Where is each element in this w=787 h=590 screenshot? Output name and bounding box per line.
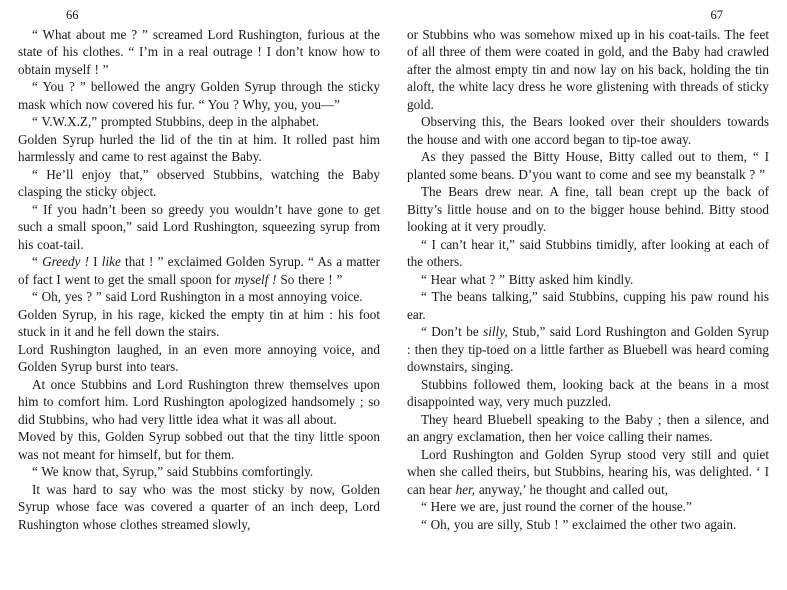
paragraph: “ Greedy ! I like that ! ” exclaimed Golden Syrup. “ As a matter of fact I went to get the small spoon for myself ! So there ! ” bbox=[18, 254, 380, 287]
paragraph: “ Oh, yes ? ” said Lord Rushington in a most annoying voice. bbox=[32, 289, 363, 305]
paragraph: The Bears drew near. A fine, tall bean crept up the back of Bitty’s little house and on to the bigger house behind. Bitty stood looking at it very proudly. bbox=[407, 184, 769, 235]
paragraph: “ You ? ” bellowed the angry Golden Syrup through the sticky mask which now covered his fur. “ You ? Why, you, you—” bbox=[18, 79, 380, 112]
paragraph: “ He’ll enjoy that,” observed Stubbins, watching the Baby clasping the sticky object. bbox=[18, 166, 380, 200]
paragraph: “ Hear what ? ” Bitty asked him kindly. bbox=[421, 271, 634, 287]
paragraph: “ Don’t be silly, Stub,” said Lord Rushington and Golden Syrup : then they tip-toed on a little farther as Bluebell was heard coming downstairs, singing. bbox=[407, 324, 769, 375]
paragraph: “ Here we are, just round the corner of the house.” bbox=[421, 499, 692, 515]
paragraph: Golden Syrup, in his rage, kicked the empty tin at him : his foot stuck in it and he fell down the stairs. bbox=[18, 306, 380, 340]
paragraph: They heard Bluebell speaking to the Baby ; then a silence, and an angry exclamation, then her voice calling their names. bbox=[407, 411, 769, 445]
page-columns bbox=[18, 26, 769, 533]
paragraph: “ The beans talking,” said Stubbins, cupping his paw round his ear. bbox=[407, 289, 769, 322]
paragraph: Lord Rushington and Golden Syrup stood very still and quiet when she called theirs, but Stubbins, hearing his, was delighted. ‘ I can hear her, anyway,’ he thought and called out, bbox=[407, 446, 769, 497]
right-page-text bbox=[407, 26, 769, 533]
paragraph: “ We know that, Syrup,” said Stubbins comfortingly. bbox=[32, 464, 314, 480]
paragraph: “ What about me ? ” screamed Lord Rushington, furious at the state of his clothes. “ I’m in a real outrage ! I don’t know how to obtain myself ! ” bbox=[18, 27, 380, 77]
paragraph: As they passed the Bitty House, Bitty called out to them, “ I planted some beans. D’you want to come and see my beanstalk ? ” bbox=[407, 149, 769, 182]
left-page-text bbox=[18, 26, 380, 533]
paragraph: At once Stubbins and Lord Rushington threw themselves upon him to comfort him. Lord Rushington apologized handsomely ; so did Stubbins, who had very little idea what it was all about. bbox=[18, 376, 380, 427]
page-number-left: 66 bbox=[66, 8, 79, 22]
paragraph: Observing this, the Bears looked over their shoulders towards the house and with one accord began to tip-toe away. bbox=[407, 114, 769, 147]
paragraph: “ I can’t hear it,” said Stubbins timidly, after looking at each of the others. bbox=[407, 236, 769, 270]
paragraph: Moved by this, Golden Syrup sobbed out that the tiny little spoon was not meant for himself, but for them. bbox=[18, 429, 380, 462]
paragraph: or Stubbins who was somehow mixed up in his coat-tails. The feet of all three of them were coated in gold, and the Baby had crawled after the almost empty tin and now lay on his back, holding the tin aloft, the white lacy dress he wore glistening with threads of sticky gold. bbox=[407, 27, 769, 112]
page-number-right: 67 bbox=[710, 8, 723, 22]
folio-row bbox=[18, 8, 769, 24]
paragraph: Lord Rushington laughed, in an even more annoying voice, and Golden Syrup burst into tears. bbox=[18, 341, 380, 375]
paragraph: It was hard to say who was the most sticky by now, Golden Syrup whose face was covered a quarter of an inch deep, Lord Rushington whose clothes streamed slowly, bbox=[18, 481, 380, 532]
paragraph: Golden Syrup hurled the lid of the tin at him. It rolled past him harmlessly and came to rest against the Baby. bbox=[18, 131, 380, 165]
paragraph: “ Oh, you are silly, Stub ! ” exclaimed the other two again. bbox=[421, 516, 737, 532]
paragraph: “ V.W.X.Z,” prompted Stubbins, deep in the alphabet. bbox=[32, 114, 320, 130]
paragraph: “ If you hadn’t been so greedy you wouldn’t have gone to get such a small spoon,” said Lord Rushington, squeezing syrup from his coat-tail. bbox=[18, 201, 380, 252]
paragraph: Stubbins followed them, looking back at the beans in a most disappointed way, very much puzzled. bbox=[407, 376, 769, 410]
